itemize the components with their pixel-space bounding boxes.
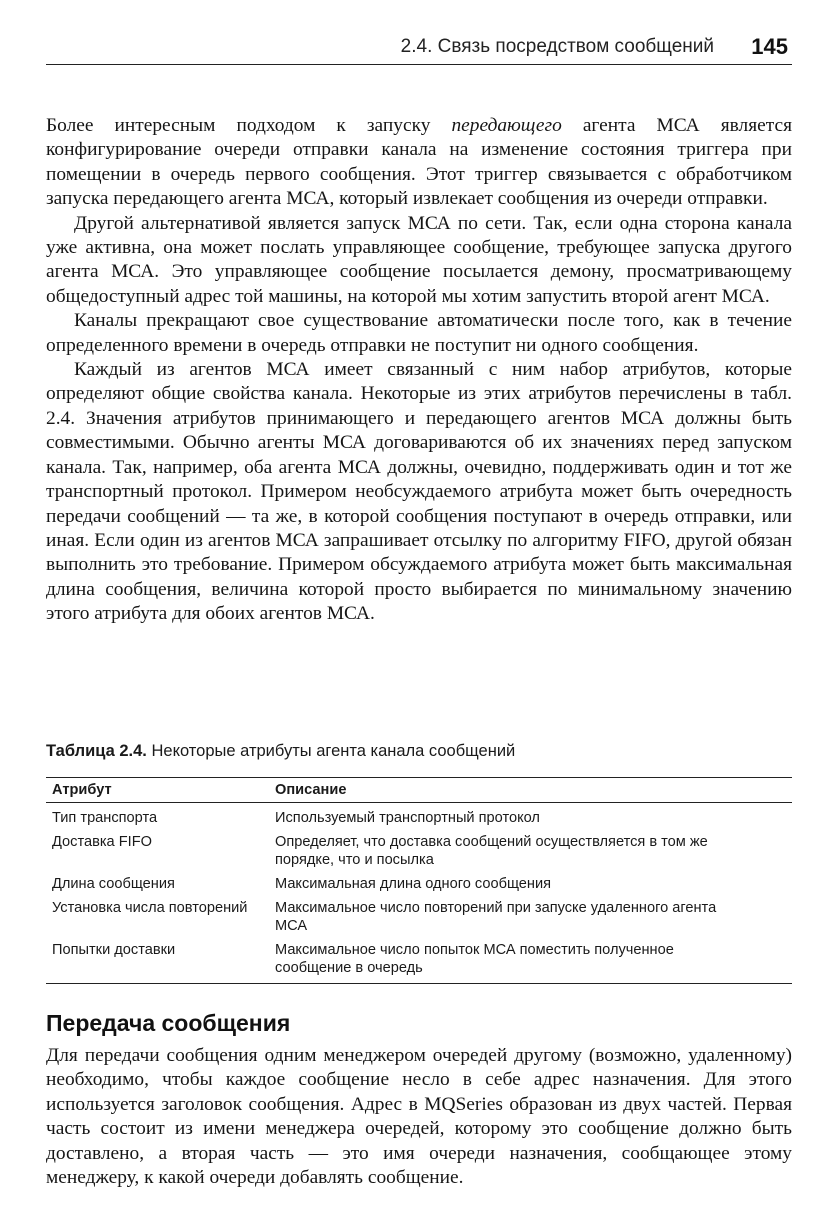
attribute-cell: Попытки доставки [52, 942, 176, 958]
description-cell: Максимальное число повторений при запуске удаленного агента МСА [275, 900, 717, 934]
table-row [46, 829, 792, 871]
paragraph-4: Каждый из агентов МСА имеет связанный с ним набор атрибутов, которые определяют общие свойства канала. Некоторые из этих атрибутов перечислены в табл. 2.4. Значения атрибутов принимающего и передающего агентов МСА должны быть совместимыми. Обычно агенты МСА договариваются об их значениях перед запуском канала. Так, например, оба агента МСА должны, очевидно, поддерживать один и тот же транспортный протокол. Примером необсуждаемого атрибута может быть очередность передачи сообщений — та же, в которой сообщения поступают в очередь отправки, или иная. Если один из агентов МСА запрашивает отсылку по алгоритму FIFO, другой обязан выполнить это требование. Примером обсуждаемого атрибута может быть максимальная длина сообщения, величина которой просто выбирается по минимальному значению этого атрибута для обоих агентов МСА. [46, 359, 792, 625]
paragraph-1-start: Более интересным подходом к запуску [46, 115, 452, 136]
description-cell: Используемый транспортный протокол [275, 810, 540, 826]
chapter-section-title: 2.4. Связь посредством сообщений [400, 36, 714, 57]
description-cell: Максимальная длина одного сообщения [275, 876, 552, 892]
section-body-text [46, 1044, 792, 1190]
table-caption [46, 742, 792, 761]
table-row [46, 805, 792, 829]
column-header-attribute: Атрибут [52, 782, 112, 798]
section-paragraph: Для передачи сообщения одним менеджером очередей другому (возможно, удаленному) необходимо, чтобы каждое сообщение несло в себе адрес назначения. Для этого используется заголовок сообщения. Адрес в MQSeries образован из двух частей. Первая часть состоит из имени менеджера очередей, которому это сообщение должно быть доставлено, а вторая часть — это имя очереди назначения, сообщающее этому менеджеру, к какой очереди добавлять сообщение. [46, 1045, 792, 1189]
attribute-cell: Доставка FIFO [52, 834, 152, 850]
attributes-table [46, 777, 792, 984]
table-row [46, 937, 792, 979]
attribute-cell: Длина сообщения [52, 876, 175, 892]
paragraph-1 [46, 114, 792, 212]
running-header [46, 34, 792, 65]
table-body [46, 803, 792, 983]
column-header-description: Описание [275, 782, 347, 798]
paragraph-3: Каналы прекращают свое существование автоматически после того, как в течение определенного времени в очередь отправки не поступит ни одного сообщения. [46, 310, 792, 356]
italic-term: передающего [451, 115, 562, 136]
description-cell: Определяет, что доставка сообщений осуществляется в том же порядке, что и посылка [275, 834, 708, 868]
description-cell: Максимальное число попыток МСА поместить полученное сообщение в очередь [275, 942, 674, 976]
section-heading: Передача сообщения [46, 1010, 291, 1036]
main-body-text [46, 114, 792, 627]
table-row [46, 895, 792, 937]
page-number: 145 [751, 34, 788, 59]
table-header-row [46, 778, 792, 803]
attribute-cell: Установка числа повторений [52, 900, 248, 916]
table-row [46, 871, 792, 895]
paragraph-2: Другой альтернативой является запуск МСА по сети. Так, если одна сторона канала уже активна, она может послать управляющее сообщение, требующее запуска другого агента МСА. Это управляющее сообщение посылается демону, просматривающему общедоступный адрес той машины, на которой мы хотим запустить второй агент МСА. [46, 212, 792, 307]
table-caption-text: Некоторые атрибуты агента канала сообщений [146, 742, 516, 760]
attribute-cell: Тип транспорта [52, 810, 158, 826]
table-caption-label: Таблица 2.4. [46, 742, 147, 760]
paragraph-1-end: агента МСА является конфигурирование очереди отправки канала на изменение состояния триггера при помещении в очередь первого сообщения. Этот триггер связывается с обработчиком запуска передающего агента МСА, который извлекает сообщения из очереди отправки. [46, 115, 792, 210]
